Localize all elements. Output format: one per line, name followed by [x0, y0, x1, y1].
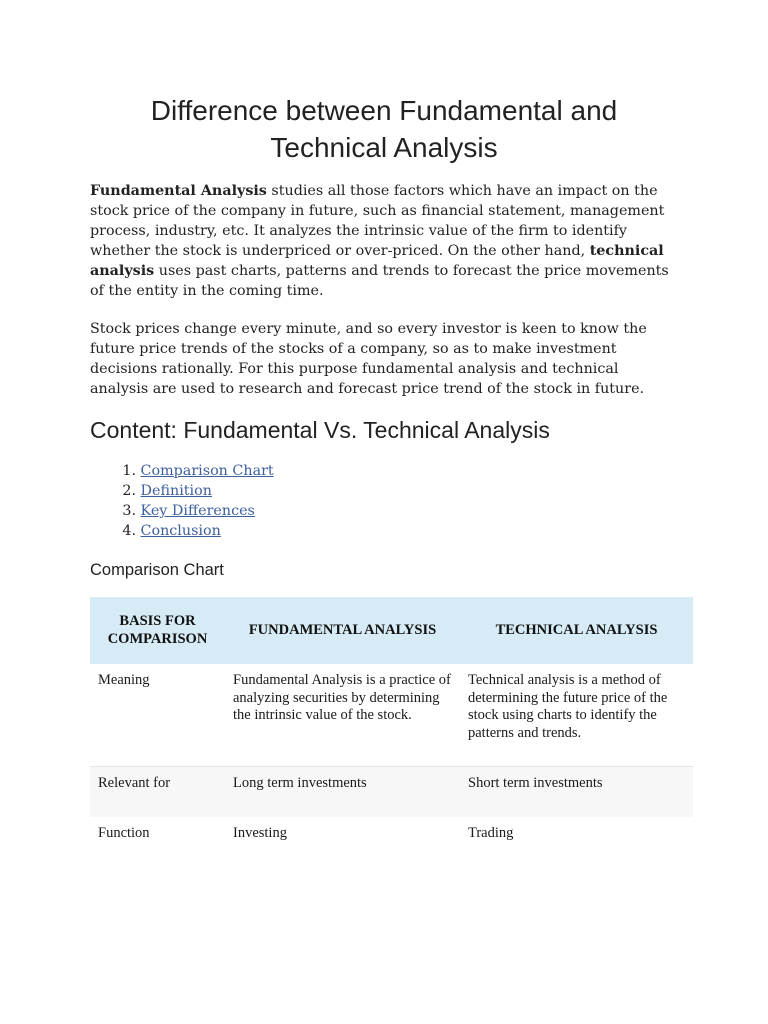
header-technical-analysis: TECHNICAL ANALYSIS	[460, 597, 693, 664]
intro-paragraph-1	[90, 181, 680, 301]
bold-term-fundamental: Fundamental Analysis	[90, 183, 267, 199]
toc-number: 3.	[122, 503, 136, 519]
toc-link-definition[interactable]: Definition	[140, 483, 212, 499]
toc-number: 2.	[122, 483, 136, 499]
table-row	[90, 664, 693, 767]
page-title: Difference between Fundamental and Technical Analysis	[150, 95, 618, 163]
table-cell-fundamental: Investing	[233, 825, 287, 841]
table-cell-technical: Trading	[468, 825, 514, 841]
intro-paragraph-2: Stock prices change every minute, and so every investor is keen to know the future price trends of the stocks of a company, so as to make investment decisions rationally. For this purpose fundamental analysis and technical analysis are used to research and forecast price trend of the stock in future.	[90, 321, 647, 397]
table-cell-basis: Relevant for	[90, 767, 225, 818]
table-cell-basis: Meaning	[90, 664, 225, 767]
table-cell-fundamental: Fundamental Analysis is a practice of analyzing securities by determining the intrinsic value of the stock.	[225, 664, 460, 767]
table-cell-technical: Short term investments	[460, 767, 693, 818]
comparison-chart-heading: Comparison Chart	[90, 561, 224, 579]
header-fundamental-analysis: FUNDAMENTAL ANALYSIS	[225, 597, 460, 664]
comparison-table	[90, 597, 693, 857]
toc-link-comparison-chart[interactable]: Comparison Chart	[140, 463, 274, 479]
content-heading: Content: Fundamental Vs. Technical Analysis	[90, 417, 550, 443]
toc-item	[90, 521, 274, 541]
toc-number: 1.	[122, 463, 136, 479]
table-header-row	[90, 597, 693, 664]
toc-item	[90, 501, 274, 521]
bold-term-technical: technical analysis	[90, 243, 664, 279]
table-cell-basis: Function	[98, 825, 150, 841]
table-row	[90, 817, 693, 857]
table-cell-fundamental: Long term investments	[225, 767, 460, 818]
intro-paragraph-1-text-b: uses past charts, patterns and trends to forecast the price movements of the entity in the coming time.	[90, 263, 669, 299]
toc-link-key-differences[interactable]: Key Differences	[140, 503, 255, 519]
intro-paragraph-1-text-a: studies all those factors which have an impact on the stock price of the company in future, such as financial statement, management process, industry, etc. It analyzes the intrinsic value of the firm to identify whether the stock is underpriced or over-priced. On the other hand,	[90, 183, 665, 259]
table-row	[90, 767, 693, 818]
toc-link-conclusion[interactable]: Conclusion	[140, 523, 221, 539]
table-cell-technical: Technical analysis is a method of determining the future price of the stock using charts to identify the patterns and trends.	[460, 664, 693, 767]
comparison-table-container	[90, 597, 693, 857]
header-basis-for-comparison: BASIS FOR COMPARISON	[90, 597, 225, 664]
table-of-contents	[90, 461, 274, 541]
toc-item	[90, 461, 274, 481]
toc-number: 4.	[122, 523, 136, 539]
toc-item	[90, 481, 274, 501]
